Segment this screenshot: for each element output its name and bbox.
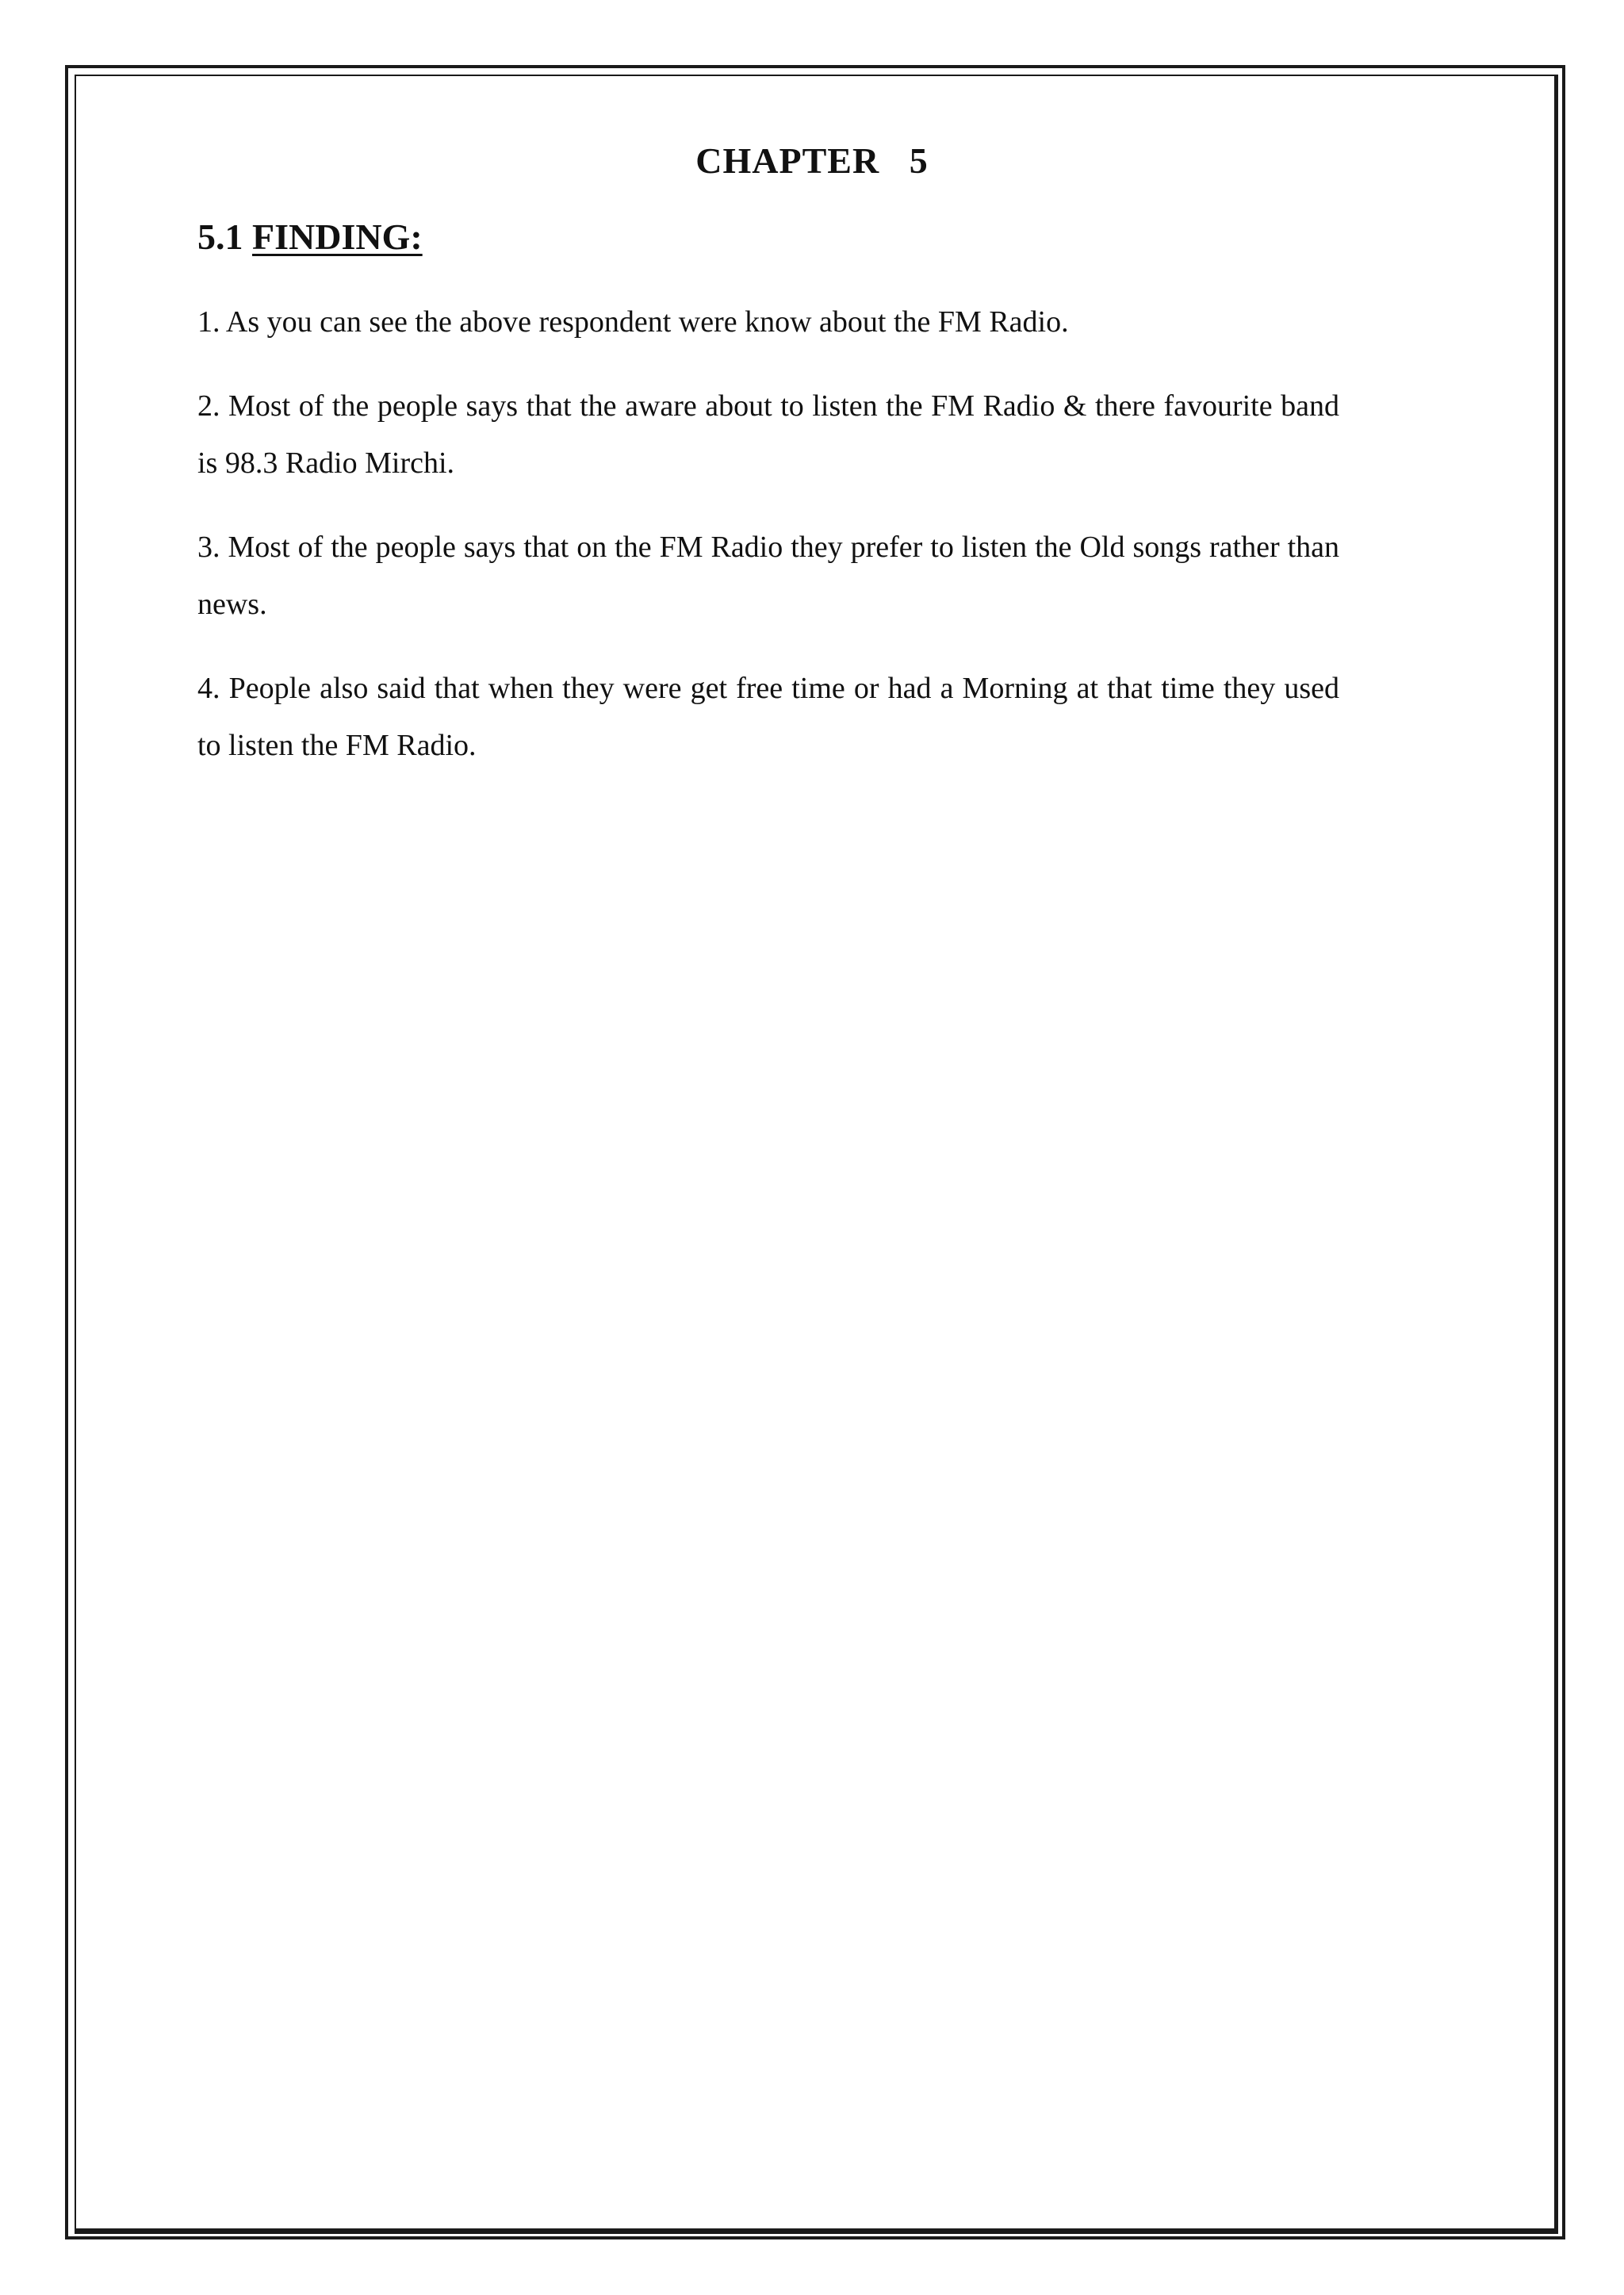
page-border-shadow-right: [1554, 75, 1558, 2232]
page-border-shadow-bottom: [75, 2230, 1558, 2234]
finding-item-4: 4. People also said that when they were get free time or had a Morning at that time they used to listen the FM Radio.: [197, 672, 1339, 762]
finding-item-2: 2. Most of the people says that the aware about to listen the FM Radio & there favourite band is 98.3 Radio Mirchi.: [197, 389, 1339, 480]
section-title: FINDING:: [252, 216, 423, 257]
findings-list: [197, 293, 1339, 801]
finding-item-1: 1. As you can see the above respondent were know about the FM Radio.: [197, 305, 1069, 339]
finding-item-3: 3. Most of the people says that on the FM Radio they prefer to listen the Old songs rather than news.: [197, 531, 1339, 621]
section-heading: [197, 216, 423, 258]
section-number: 5.1: [197, 216, 243, 257]
chapter-title: CHAPTER 5: [695, 140, 929, 181]
